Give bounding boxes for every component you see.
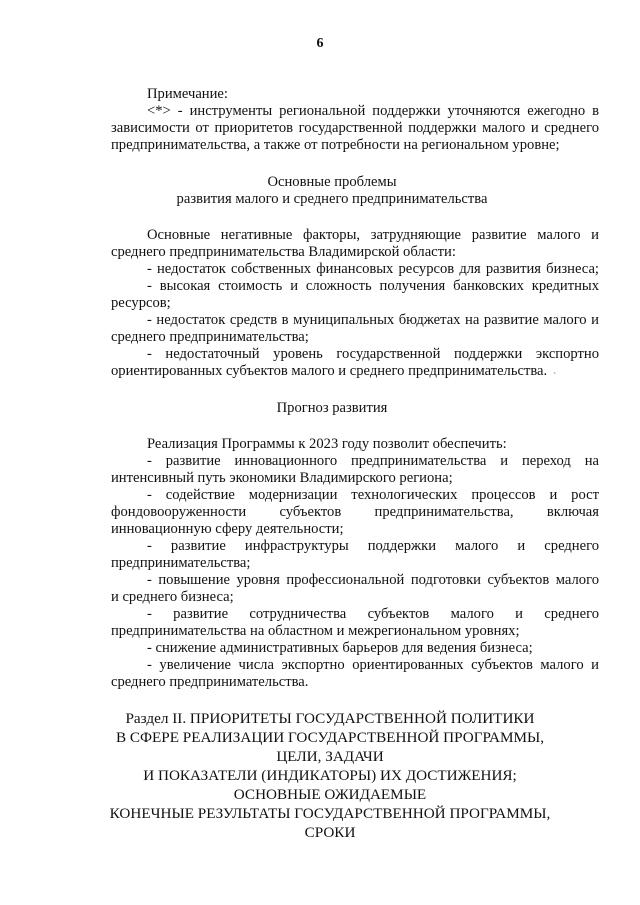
forecast-line: - развитие инфраструктуры поддержки малого и среднего xyxy=(147,538,599,554)
section-heading: Раздел II. ПРИОРИТЕТЫ ГОСУДАРСТВЕННОЙ ПОЛИТИКИ xyxy=(125,710,535,727)
problems-line: ориентированных субъектов малого и среднего предпринимательства. xyxy=(111,363,548,379)
forecast-line: инновационную сферу деятельности; xyxy=(111,521,344,537)
problems-heading: развития малого и среднего предпринимательства xyxy=(176,191,488,207)
forecast-line: - содействие модернизации технологических процессов и рост xyxy=(147,487,599,503)
problems-line: - высокая стоимость и сложность получения банковских кредитных xyxy=(147,278,599,294)
forecast-heading: Прогноз развития xyxy=(276,400,388,416)
forecast-line: фондовооруженности субъектов предпринимательства, включая xyxy=(111,504,599,520)
forecast-line: предпринимательства; xyxy=(111,555,251,571)
note-line: <*> - инструменты региональной поддержки уточняются ежегодно в xyxy=(147,103,599,119)
problems-heading: Основные проблемы xyxy=(267,174,397,190)
section-heading: КОНЕЧНЫЕ РЕЗУЛЬТАТЫ ГОСУДАРСТВЕННОЙ ПРОГРАММЫ, xyxy=(109,805,551,822)
problems-line: - недостаток средств в муниципальных бюджетах на развитие малого и xyxy=(147,312,599,328)
problems-line: - недостаточный уровень государственной поддержки экспортно xyxy=(147,346,599,362)
forecast-line: и среднего бизнеса; xyxy=(111,589,234,605)
problems-line: ресурсов; xyxy=(111,295,171,311)
section-heading: ОСНОВНЫЕ ОЖИДАЕМЫЕ xyxy=(233,786,427,803)
problems-line: - недостаток собственных финансовых ресурсов для развития бизнеса; xyxy=(147,261,599,277)
forecast-line: - повышение уровня профессиональной подготовки субъектов малого xyxy=(147,572,599,588)
forecast-line: среднего предпринимательства. xyxy=(111,674,309,690)
scan-mark: ` xyxy=(553,372,557,383)
note-title: Примечание: xyxy=(147,86,228,102)
note-line: предпринимательства, а также от потребности на региональном уровне; xyxy=(111,137,560,153)
page-number: 6 xyxy=(316,36,324,51)
section-heading: В СФЕРЕ РЕАЛИЗАЦИИ ГОСУДАРСТВЕННОЙ ПРОГРАММЫ, xyxy=(115,729,545,746)
forecast-line: интенсивный путь экономики Владимирского региона; xyxy=(111,470,453,486)
problems-line: среднего предпринимательства; xyxy=(111,329,309,345)
note-line: зависимости от приоритетов государственной поддержки малого и среднего xyxy=(111,120,599,136)
forecast-line: - развитие сотрудничества субъектов малого и среднего xyxy=(147,606,599,622)
section-heading: ЦЕЛИ, ЗАДАЧИ xyxy=(276,748,384,765)
forecast-line: - увеличение числа экспортно ориентированных субъектов малого и xyxy=(147,657,599,673)
forecast-line: Реализация Программы к 2023 году позволит обеспечить: xyxy=(147,436,507,452)
problems-line: среднего предпринимательства Владимирской области: xyxy=(111,244,456,260)
section-heading: СРОКИ xyxy=(304,824,356,841)
forecast-line: - снижение административных барьеров для ведения бизнеса; xyxy=(147,640,533,656)
forecast-line: предпринимательства на областном и межрегиональном уровнях; xyxy=(111,623,520,639)
forecast-line: - развитие инновационного предпринимательства и переход на xyxy=(147,453,599,469)
section-heading: И ПОКАЗАТЕЛИ (ИНДИКАТОРЫ) ИХ ДОСТИЖЕНИЯ; xyxy=(143,767,517,784)
problems-line: Основные негативные факторы, затрудняющие развитие малого и xyxy=(147,227,599,243)
